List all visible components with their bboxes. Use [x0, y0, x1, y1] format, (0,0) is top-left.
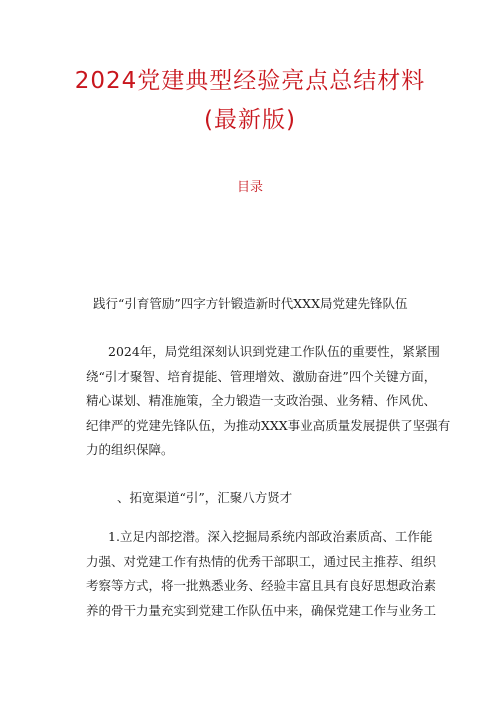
paragraph-line: 力的组织保障。	[86, 442, 174, 457]
paragraph-line: 养的骨干力量充实到党建工作队伍中来，确保党建工作与业务工	[86, 602, 437, 618]
sub-heading: 、拓宽渠道“引”，汇聚八方贤才	[117, 490, 293, 505]
paragraph-line: 精心谋划、精准施策，全力锻造一支政治强、业务精、作风优、	[86, 393, 437, 408]
paragraph-line: 力强、对党建工作有热情的优秀干部职工，通过民主推荐、组织	[86, 553, 437, 569]
paragraph-line: 2024年，局党组深刻认识到党建工作队伍的重要性，紧紧围	[108, 344, 440, 359]
document-title-line-2: (最新版)	[204, 107, 296, 133]
paragraph-line: 纪律严的党建先锋队伍，为推动XXX事业高质量发展提供了坚强有	[86, 417, 451, 433]
section-heading: 践行“引育管励”四字方针锻造新时代XXX局党建先锋队伍	[93, 296, 408, 311]
paragraph-line: 绕“引才聚智、培育提能、管理增效、激励奋进”四个关键方面，	[86, 368, 437, 384]
point-1-paragraph	[86, 525, 437, 623]
paragraph-line: 1.立足内部挖潜。深入挖掘局系统内部政治素质高、工作能	[108, 529, 433, 544]
document-title-line-1: 2024党建典型经验亮点总结材料	[74, 68, 426, 94]
table-of-contents-label: 目录	[236, 180, 263, 195]
paragraph-line: 考察等方式，将一批熟悉业务、经验丰富且具有良好思想政治素	[86, 578, 437, 593]
intro-paragraph	[86, 340, 451, 463]
